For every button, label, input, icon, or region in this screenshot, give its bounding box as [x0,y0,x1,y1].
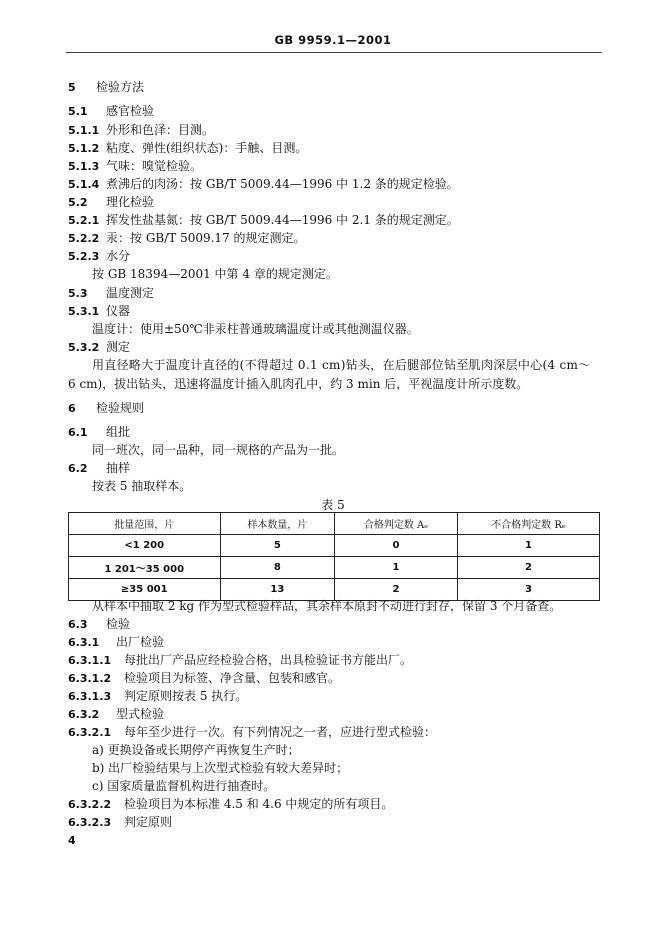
table-cell: ≥35 001 [69,579,221,601]
clause [68,194,154,211]
section-heading [68,400,144,417]
clause-text: 挥发性盐基氮：按 GB/T 5009.44—1996 中 2.1 条的规定测定。 [106,213,459,227]
clause-number: 5.3 [68,287,88,300]
clause-number: 6.3.1.1 [68,654,112,667]
clause-number: 6.3.2.1 [68,726,112,739]
clause [68,303,130,320]
clause [68,460,130,477]
clause-number: 6.2 [68,462,88,475]
clause-text: 检验项目为本标准 4.5 和 4.6 中规定的所有项目。 [124,797,394,811]
table-cell: 3 [457,579,599,601]
clause-text: 外形和色泽：目测。 [106,123,215,137]
clause-text: 理化检验 [106,195,155,209]
clause-text: 粘度、弹性(组织状态)：手触、目测。 [106,141,308,155]
clause-number: 5.1 [68,105,88,118]
table-cell: 5 [220,535,335,557]
table-cell: 8 [220,557,335,579]
clause [68,616,130,633]
clause-number: 5.2.3 [68,250,100,263]
clause-number: 6.1 [68,426,88,439]
table-cell: 2 [457,557,599,579]
clause-number: 6.3.2.3 [68,816,112,829]
clause-number: 5.1.2 [68,142,100,155]
clause-number: 5.2.1 [68,214,100,227]
clause [68,122,214,139]
table-cell: 0 [335,535,458,557]
clause [68,339,130,356]
clause-text: 组批 [106,425,131,439]
table-cell: <1 200 [69,535,221,557]
clause-number: 6.3.1.2 [68,672,112,685]
table-caption: 表 5 [321,498,345,512]
clause [68,285,154,302]
clause [68,706,164,723]
clause-text: 判定原则 [124,815,173,829]
document-header: GB 9959.1—2001 [274,33,392,47]
clause-number: 5.2.2 [68,232,100,245]
clause-number: 5 [68,81,76,94]
clause [68,230,306,247]
clause [68,140,307,157]
clause-text: 汞：按 GB/T 5009.17 的规定测定。 [106,231,306,245]
clause-text: 感官检验 [106,104,155,118]
clause [68,652,412,669]
clause [68,103,154,120]
clause-number: 6.3.2 [68,708,100,721]
list-item: b) 出厂检验结果与上次型式检验有较大差异时； [92,761,349,775]
clause [68,634,164,651]
clause-number: 5.3.2 [68,341,100,354]
table-cell: 1 201～35 000 [69,557,221,579]
clause-text: 判定原则按表 5 执行。 [124,689,248,703]
table-header-cell: 样本数量，片 [220,513,335,535]
page-number: 4 [68,834,76,847]
clause-text: 温度测定 [106,286,155,300]
clause-text: 仪器 [106,304,131,318]
clause-text: 出厂检验 [116,635,165,649]
sampling-table [68,512,600,601]
clause-number: 5.1.1 [68,124,100,137]
table-header-cell: 合格判定数 Aₑ [335,513,458,535]
table-cell: 1 [335,557,458,579]
table-row [69,535,600,557]
clause [68,176,459,193]
table-header-cell: 批量范围，片 [69,513,221,535]
table-header-row [69,513,600,535]
clause-number: 5.1.4 [68,178,100,191]
paragraph: 温度计：使用±50℃非汞柱普通玻璃温度计或其他测温仪器。 [92,322,419,336]
clause-text: 检验方法 [96,80,145,94]
clause-number: 5.2 [68,196,88,209]
clause [68,248,130,265]
clause-number: 6.3 [68,618,88,631]
clause [68,724,436,741]
clause [68,814,172,831]
clause-text: 检验项目为标签、净含量、包装和感官。 [124,671,341,685]
clause [68,158,202,175]
paragraph: 同一班次，同一品种，同一规格的产品为一批。 [92,443,345,457]
clause [68,212,459,229]
section-heading [68,79,144,96]
clause-text: 气味：嗅觉检验。 [106,159,203,173]
clause-number: 6.3.1.3 [68,690,112,703]
header-rule [66,52,602,53]
clause-number: 5.3.1 [68,305,100,318]
paragraph: 从样本中抽取 2 kg 作为型式检验样品，其余样本原封不动进行封存，保留 3 个月备查。 [92,599,562,613]
clause [68,424,130,441]
clause [68,796,393,813]
clause-number: 6.3.1 [68,636,100,649]
clause-text: 型式检验 [116,707,165,721]
clause-text: 水分 [106,249,131,263]
table-cell: 1 [457,535,599,557]
paragraph: 按表 5 抽取样本。 [92,479,192,493]
table-header-cell: 不合格判定数 Rₑ [457,513,599,535]
clause-text: 抽样 [106,461,131,475]
list-item: c) 国家质量监督机构进行抽查时。 [92,779,276,793]
paragraph: 用直径略大于温度计直径的(不得超过 0.1 cm)钻头，在后腿部位钻至肌肉深层中心(4 cm～ [92,358,591,372]
clause [68,670,340,687]
clause-text: 检验 [106,617,131,631]
clause-text: 煮沸后的肉汤：按 GB/T 5009.44—1996 中 1.2 条的规定检验。 [106,177,459,191]
table-cell: 13 [220,579,335,601]
list-item: a) 更换设备或长期停产再恢复生产时； [92,743,300,757]
clause-number: 6.3.2.2 [68,798,112,811]
clause-number: 6 [68,402,76,415]
clause-text: 测定 [106,340,131,354]
clause-text: 每批出厂产品应经检验合格，出具检验证书方能出厂。 [124,653,413,667]
clause [68,688,247,705]
clause-number: 5.1.3 [68,160,100,173]
paragraph: 6 cm)，拔出钻头，迅速将温度计插入肌肉孔中，约 3 min 后，平视温度计所示度数。 [68,377,529,391]
table-row [69,557,600,579]
table-cell: 2 [335,579,458,601]
clause-text: 每年至少进行一次。有下列情况之一者，应进行型式检验： [124,725,437,739]
clause-text: 检验规则 [96,401,145,415]
paragraph: 按 GB 18394—2001 中第 4 章的规定测定。 [92,267,338,281]
